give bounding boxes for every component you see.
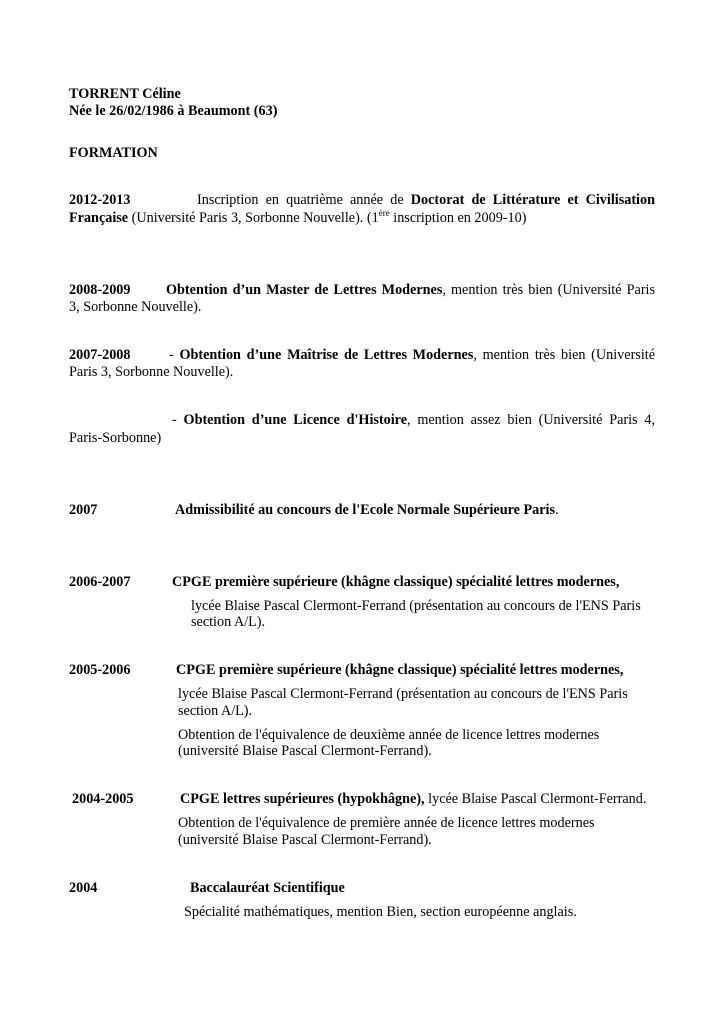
- entry-line: [197, 192, 655, 209]
- entry-superscript: ère: [378, 208, 390, 218]
- entry-text: Obtention de l'équivalence de première année de licence lettres modernes: [178, 815, 595, 831]
- entry-line: [175, 502, 559, 519]
- entry-dash: -: [172, 412, 184, 428]
- entry-degree: Obtention d’une Maîtrise de Lettres Modernes: [179, 347, 474, 363]
- entry-title: CPGE première supérieure (khâgne classique) spécialité lettres modernes,: [176, 662, 624, 678]
- entry-degree: Doctorat de Littérature et Civilisation: [410, 192, 655, 208]
- entry-year: 2007: [69, 502, 98, 518]
- entry-year: 2004-2005: [72, 791, 134, 807]
- entry-line: [172, 412, 655, 429]
- entry-year: 2006-2007: [69, 574, 131, 590]
- entry-text: lycée Blaise Pascal Clermont-Ferrand (présentation au concours de l'ENS Paris: [191, 598, 641, 614]
- section-title: FORMATION: [69, 145, 158, 161]
- entry-text: (Université Paris 3, Sorbonne Nouvelle). (1: [128, 210, 379, 226]
- entry-year: 2007-2008: [69, 347, 131, 363]
- entry-title: Baccalauréat Scientifique: [190, 880, 345, 896]
- entry-text: Spécialité mathématiques, mention Bien, section européenne anglais.: [184, 904, 577, 920]
- entry-text: lycée Blaise Pascal Clermont-Ferrand (présentation au concours de l'ENS Paris: [178, 686, 628, 702]
- entry-year: 2012-2013: [69, 192, 131, 208]
- entry-text: inscription en 2009-10): [389, 210, 527, 226]
- birth-info: Née le 26/02/1986 à Beaumont (63): [69, 103, 278, 119]
- entry-text: , mention assez bien (Université Paris 4,: [407, 412, 656, 428]
- entry-text: lycée Blaise Pascal Clermont-Ferrand.: [424, 791, 647, 807]
- entry-text: (université Blaise Pascal Clermont-Ferrand).: [178, 832, 432, 848]
- entry-degree: Obtention d’une Licence d'Histoire: [183, 412, 408, 428]
- entry-degree: Française: [69, 210, 129, 226]
- entry-line: [169, 347, 655, 364]
- entry-text: section A/L).: [191, 614, 266, 630]
- entry-text: (université Blaise Pascal Clermont-Ferrand).: [178, 743, 432, 759]
- entry-text: .: [555, 502, 559, 518]
- entry-line: [180, 791, 646, 808]
- entry-title: Admissibilité au concours de l'Ecole Normale Supérieure Paris: [175, 502, 556, 518]
- entry-year: 2004: [69, 880, 98, 896]
- entry-text: 3, Sorbonne Nouvelle).: [69, 299, 202, 315]
- entry-title: CPGE première supérieure (khâgne classique) spécialité lettres modernes,: [172, 574, 620, 590]
- entry-year: 2008-2009: [69, 282, 131, 298]
- entry-dash: -: [169, 347, 180, 363]
- entry-degree: Obtention d’un Master de Lettres Modernes: [166, 282, 443, 298]
- entry-text: Paris-Sorbonne): [69, 430, 162, 446]
- entry-line: [69, 210, 526, 227]
- entry-line: [166, 282, 655, 299]
- entry-text: Paris 3, Sorbonne Nouvelle).: [69, 364, 234, 380]
- entry-title: CPGE lettres supérieures (hypokhâgne),: [180, 791, 425, 807]
- entry-text: Obtention de l'équivalence de deuxième année de licence lettres modernes: [178, 727, 600, 743]
- entry-text: , mention très bien (Université: [473, 347, 655, 363]
- entry-year: 2005-2006: [69, 662, 131, 678]
- entry-text: , mention très bien (Université Paris: [442, 282, 656, 298]
- candidate-name: TORRENT Céline: [69, 86, 181, 102]
- entry-text: Inscription en quatrième année de: [197, 192, 411, 208]
- entry-text: section A/L).: [178, 703, 253, 719]
